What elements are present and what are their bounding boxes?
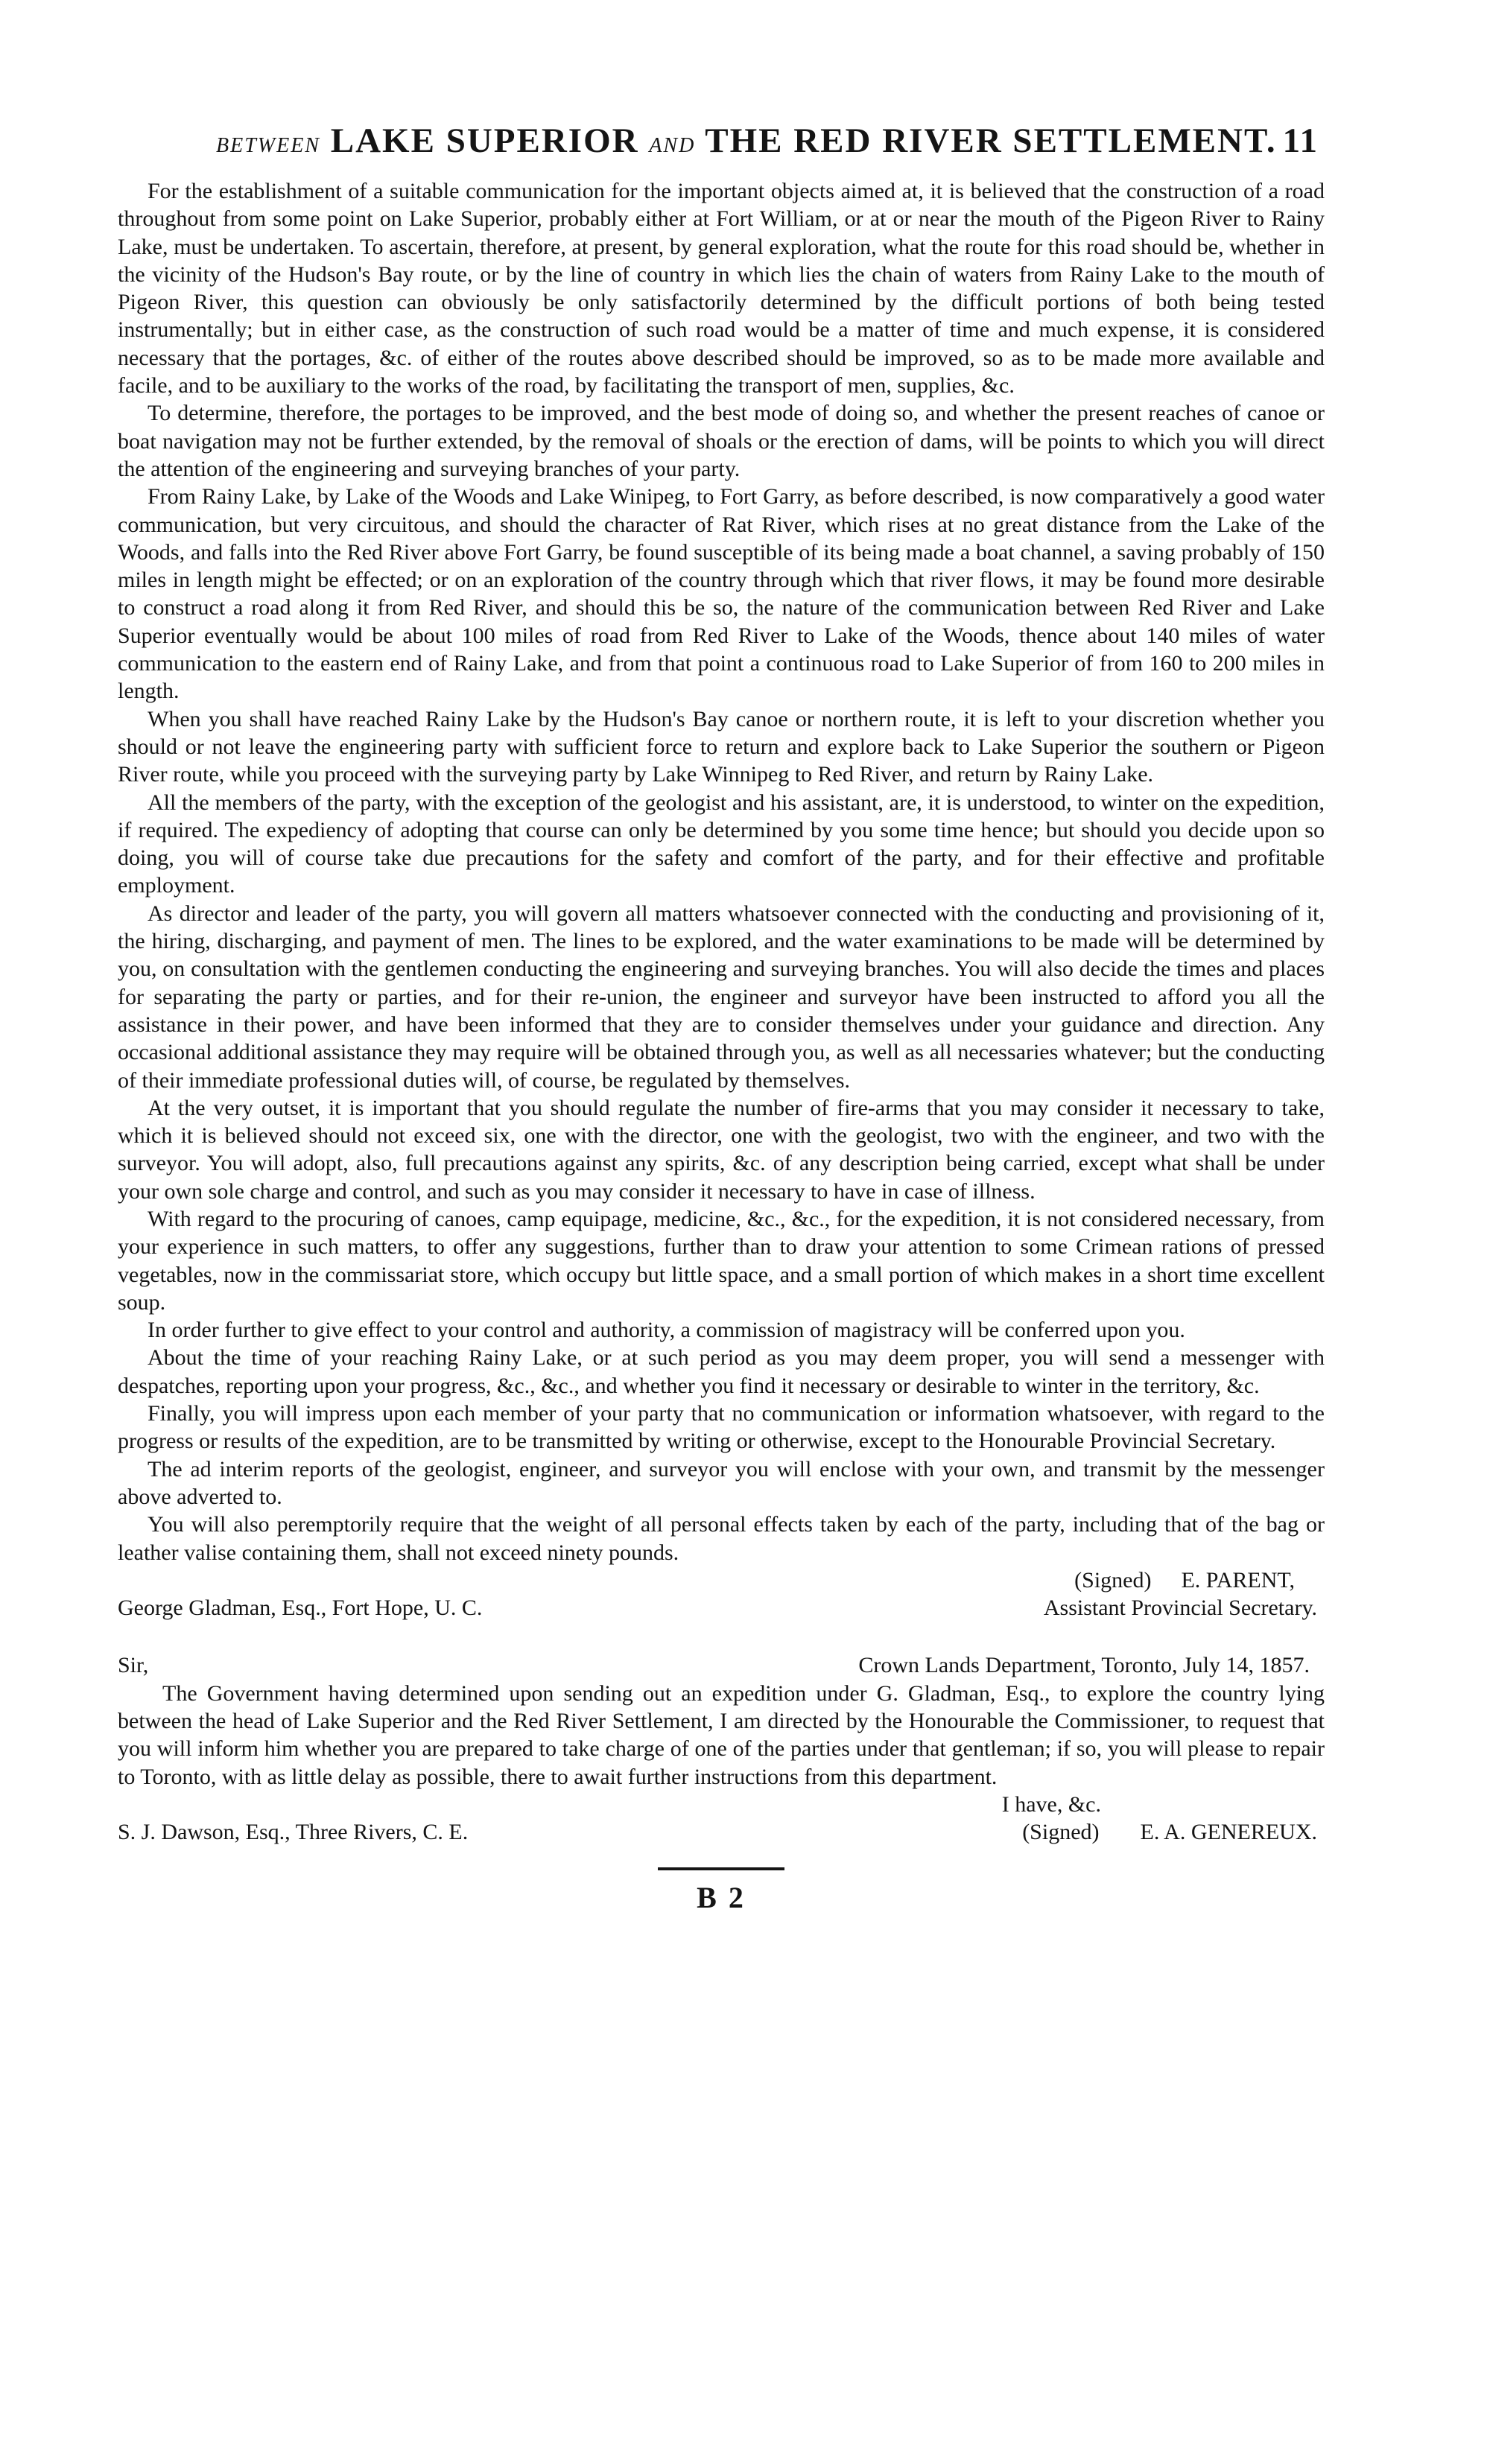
body-paragraph: With regard to the procuring of canoes, camp equipage, medicine, &c., &c., for the expedition, it is not considered necessary, from your experience in such matters, to offer any suggestions, further than to draw your attention to some Crimean rations of pressed vegetables, now in the commissariat store, which occupy but little space, and a small portion of which makes in a short time excellent soup. — [118, 1206, 1325, 1315]
closing: I have, &c. — [1001, 1791, 1101, 1817]
running-head-part-a: LAKE SUPERIOR — [330, 121, 639, 160]
letter-body: The Government having determined upon sending out an expedition under G. Gladman, Esq., to explore the country lying between the head of Lake Superior and the Red River Settlement, I am directed by the Honourable the Commissioner, to request that you will inform him whether you are prepared to take charge of one of the parties under that gentleman; if so, you will please to repair to Toronto, with as little delay as possible, there to await further instructions from this department. — [118, 1680, 1325, 1789]
signer-name: E. PARENT, — [1181, 1567, 1295, 1593]
body-paragraph: About the time of your reaching Rainy Lake, or at such period as you may deem proper, you will send a messenger with despatches, reporting upon your progress, &c., &c., and whether you find it necessary or desirable to winter in the territory, &c. — [118, 1345, 1325, 1398]
salutation: Sir, — [118, 1653, 149, 1678]
body-paragraph: Finally, you will impress upon each member of your party that no communication or information whatsoever, with regard to the progress or results of the expedition, are to be transmitted by writing or otherwise, except to the Honourable Provincial Secretary. — [118, 1401, 1325, 1454]
divider-rule — [658, 1867, 784, 1870]
running-head-and: and — [649, 125, 696, 159]
body-paragraph: At the very outset, it is important that you should regulate the number of fire-arms that you may consider it necessary to take, which it is believed should not exceed six, one with the director, one with the geologist, two with the engineer, and two with the surveyor. You will adopt, also, full precautions against any spirits, &c. of any description being carried, except what shall be under your own sole charge and control, and such as you may consider it necessary to have in case of illness. — [118, 1095, 1325, 1204]
dateline: Crown Lands Department, Toronto, July 14, 1857. — [858, 1653, 1310, 1678]
body-paragraph: You will also peremptorily require that the weight of all personal effects taken by each of the party, including that of the bag or leather valise containing them, shall not exceed ninety pounds. — [118, 1512, 1325, 1565]
body-paragraph: As director and leader of the party, you will govern all matters whatsoever connected with the conducting and provisioning of it, the hiring, discharging, and payment of men. The lines to be explored, and the water examinations to be made will be determined by you, on consultation with the gentlemen conducting the engineering and surveying branches. You will also decide the times and places for separating the party or parties, and for their re-union, the engineer and surveyor have been instructed to afford you all the assistance in their power, and have been informed that they are to consider themselves under your guidance and direction. Any occasional additional assistance they may require will be obtained through you, as well as all necessaries whatever; but the conducting of their immediate professional duties will, of course, be regulated by themselves. — [118, 901, 1325, 1093]
paragraph-list — [118, 177, 1325, 1566]
addressee: George Gladman, Esq., Fort Hope, U. C. — [118, 1595, 483, 1621]
body-paragraph: All the members of the party, with the exception of the geologist and his assistant, are, it is understood, to winter on the expedition, if required. The expediency of adopting that course can only be determined by you some time hence; but should you decide upon so doing, you will of course take due precautions for the safety and comfort of the party, and for their effective and profitable employment. — [118, 790, 1325, 898]
body-paragraph: From Rainy Lake, by Lake of the Woods and Lake Winipeg, to Fort Garry, as before described, is now comparatively a good water communication, but very circuitous, and should the character of Rat River, which rises at no great distance from the Lake of the Woods, and falls into the Red River above Fort Garry, be found susceptible of its being made a boat channel, a saving probably of 150 miles in length might be effected; or on an exploration of the country through which that river flows, it may be found more desirable to construct a road along it from Red River, and should this be so, the nature of the communication between Red River and Lake Superior eventually would be about 100 miles of road from Red River to Lake of the Woods, thence about 140 miles of water communication to the eastern end of Rainy Lake, and from that point a continuous road to Lake Superior of from 160 to 200 miles in length. — [118, 484, 1325, 704]
signer-name: E. A. GENEREUX. — [1140, 1820, 1317, 1845]
signature-mark: B 2 — [697, 1880, 746, 1914]
running-header — [216, 121, 1319, 161]
addressee: S. J. Dawson, Esq., Three Rivers, C. E. — [118, 1820, 469, 1845]
running-head — [216, 121, 1277, 161]
signed-label: (Signed) — [1074, 1567, 1152, 1593]
signer-title: Assistant Provincial Secretary. — [1043, 1595, 1317, 1621]
body-paragraph: In order further to give effect to your control and authority, a commission of magistracy will be conferred upon you. — [148, 1318, 1185, 1343]
running-head-prefix: between — [216, 125, 320, 159]
letter-2 — [118, 1651, 1325, 1846]
body-paragraph: The ad interim reports of the geologist, engineer, and surveyor you will enclose with your own, and transmit by the messenger above adverted to. — [118, 1456, 1325, 1509]
letter-1-signature — [118, 1566, 1325, 1622]
page-number: 11 — [1282, 121, 1319, 160]
body-paragraph: When you shall have reached Rainy Lake by the Hudson's Bay canoe or northern route, it is left to your discretion whether you should or not leave the engineering party with sufficient force to return and explore back to Lake Superior the southern or Pigeon River route, while you proceed with the surveying party by Lake Winnipeg to Red River, and return by Rainy Lake. — [118, 706, 1325, 787]
signed-label: (Signed) — [1022, 1820, 1100, 1845]
running-head-part-b: THE RED RIVER SETTLEMENT. — [705, 121, 1277, 160]
body-paragraph: To determine, therefore, the portages to be improved, and the best mode of doing so, and whether the present reaches of canoe or boat navigation may not be further extended, by the removal of shoals or the erection of dams, will be points to which you will direct the attention of the engineering and surveying branches of your party. — [118, 401, 1325, 481]
document-body — [118, 177, 1325, 1914]
body-paragraph: For the establishment of a suitable communication for the important objects aimed at, it is believed that the construction of a road throughout from some point on Lake Superior, probably either at Fort William, or at or near the mouth of the Pigeon River to Rainy Lake, must be undertaken. To ascertain, therefore, at present, by general exploration, what the route for this road should be, whether in the vicinity of the Hudson's Bay route, or by the line of country in which lies the chain of waters from Rainy Lake to the mouth of Pigeon River, this question can obviously be only satisfactorily determined by the difficult portions of both being tested instrumentally; but in either case, as the construction of such road would be a matter of time and much expense, it is considered necessary that the portages, &c. of either of the routes above described should be improved, so as to be made more available and facile, and to be auxiliary to the works of the road, by facilitating the transport of men, supplies, &c. — [118, 179, 1325, 399]
